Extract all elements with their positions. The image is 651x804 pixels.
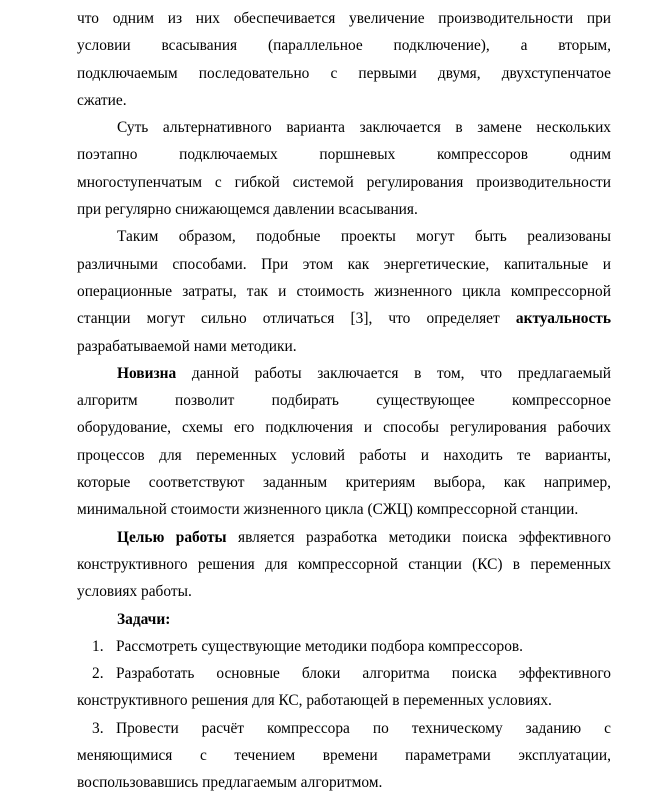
text-line: поэтапно подключаемых поршневых компрессоров одним <box>77 146 611 164</box>
text-line: условии всасывания (параллельное подключение), а вторым, <box>77 37 611 55</box>
text-span: станции могут сильно отличаться [3], что определяет <box>77 310 500 328</box>
text-span: Разработать основные блоки алгоритма поиска эффективного <box>116 665 611 683</box>
text-line: различными способами. При этом как энергетические, капитальные и <box>77 255 611 273</box>
bold-term-novelty: Новизна <box>117 364 177 382</box>
paragraph-alternative <box>77 114 611 223</box>
text-line: многоступенчатым с гибкой системой регулирования производительности <box>77 173 611 191</box>
text-line: Таким образом, подобные проекты могут быть реализованы <box>117 228 611 246</box>
text-line <box>77 633 611 660</box>
text-line: сжатие. <box>77 91 127 109</box>
tasks-list <box>77 633 611 797</box>
list-item <box>77 715 611 797</box>
text-line: оборудование, схемы его подключения и способы регулирования рабочих <box>77 419 611 437</box>
text-span: Рассмотреть существующие методики подбора компрессоров. <box>116 637 524 655</box>
text-line <box>77 360 611 387</box>
bold-term-goal: Целью работы <box>117 528 227 546</box>
list-item <box>77 660 611 715</box>
text-line: воспользовавшись предлагаемым алгоритмом. <box>77 774 383 792</box>
text-line: меняющимися с течением времени параметрами эксплуатации, <box>77 747 611 765</box>
list-item <box>77 633 611 660</box>
paragraph-continuation <box>77 5 611 114</box>
tasks-heading: Задачи: <box>117 610 171 628</box>
text-line: операционные затраты, так и стоимость жизненного цикла компрессорной <box>77 282 611 300</box>
paragraph-goal <box>77 524 611 606</box>
paragraph-novelty <box>77 360 611 524</box>
text-line: что одним из них обеспечивается увеличение производительности при <box>77 10 611 27</box>
text-span: Провести расчёт компрессора по техническому заданию с <box>116 719 611 737</box>
text-line <box>77 305 611 332</box>
text-line <box>77 715 611 742</box>
bold-term-relevance: актуальность <box>515 310 611 328</box>
text-line: условиях работы. <box>77 583 192 601</box>
text-line <box>77 524 611 551</box>
list-number: 1. <box>92 637 104 655</box>
text-line: разрабатываемой нами методики. <box>77 337 297 355</box>
text-line: подключаемым последовательно с первыми двумя, двухступенчатое <box>77 64 611 82</box>
text-line: Суть альтернативного варианта заключается в замене нескольких <box>117 119 611 137</box>
text-line <box>77 660 611 687</box>
text-line: конструктивного решения для КС, работающей в переменных условиях. <box>77 692 552 710</box>
paragraph-relevance <box>77 223 611 359</box>
text-line: минимальной стоимости жизненного цикла (СЖЦ) компрессорной станции. <box>77 501 579 519</box>
text-line: конструктивного решения для компрессорной станции (КС) в переменных <box>77 555 611 573</box>
text-span: является разработка методики поиска эффективного <box>238 528 611 546</box>
list-number: 3. <box>92 719 104 737</box>
text-line: которые соответствуют заданным критериям выбора, как например, <box>77 474 611 492</box>
text-line: при регулярно снижающемся давлении всасывания. <box>77 201 418 219</box>
text-line: алгоритм позволит подбирать существующее компрессорное <box>77 392 611 410</box>
text-span: данной работы заключается в том, что предлагаемый <box>191 364 611 382</box>
list-number: 2. <box>92 665 104 683</box>
text-line: процессов для переменных условий работы и находить те варианты, <box>77 446 611 464</box>
